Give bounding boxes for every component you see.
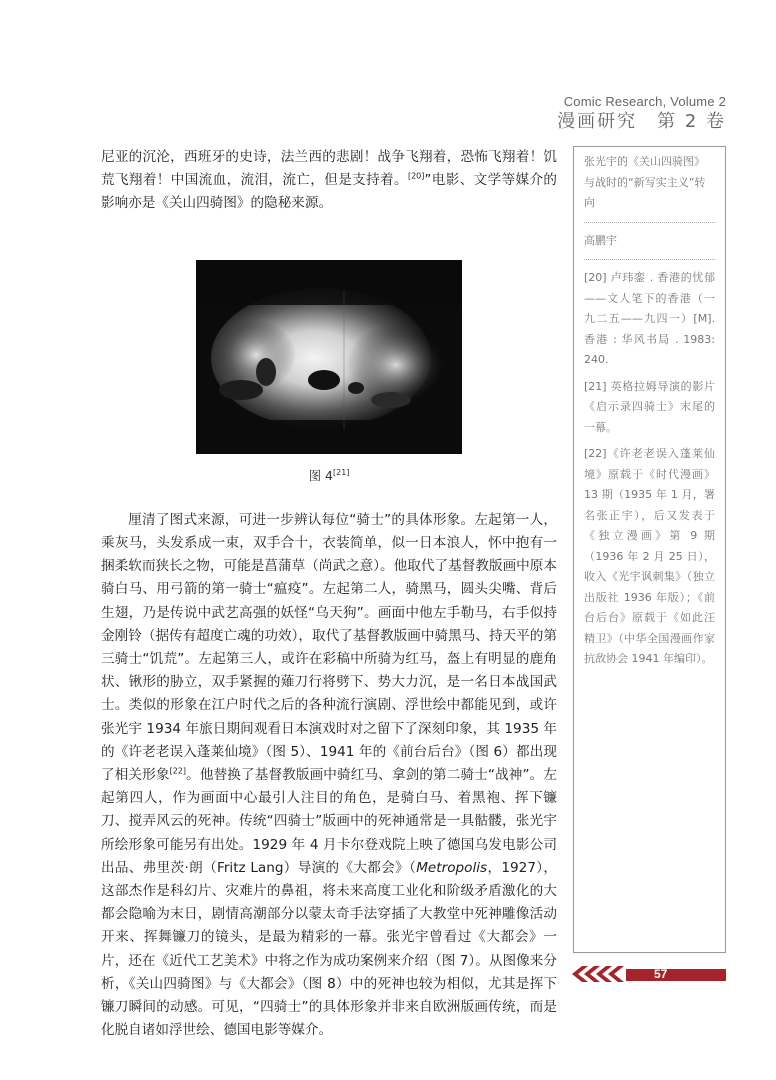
film-title-italic: Metropolis xyxy=(416,859,488,876)
main-text-column xyxy=(101,146,557,1042)
footnote-21: [21] 英格拉姆导演的影片《启示录四骑士》末尾的一幕。 xyxy=(584,379,715,434)
page-number: 57 xyxy=(654,967,668,981)
journal-title-chinese: 漫画研究 第 2 卷 xyxy=(557,111,726,132)
footnote-ref-22: [22] xyxy=(169,766,187,776)
journal-title-english: Comic Research, Volume 2 xyxy=(563,94,726,109)
paragraph-2-text-b: 。他替换了基督教版画中骑红马、拿剑的第二骑士“战神”。左起第四人，作为画面中心最引人注目的角色，是骑白马、着黑袍、挥下镰刀、搅弄风云的死神。传统“四骑士”版画中的死神通常是一具骷髅，张光宇所绘形象可能另有出处。1929 年 4 月卡尔登戏院上映了德国乌发电影公司出品、弗里茨·朗（Fritz Lang）导演的《大都会》（ xyxy=(101,767,557,876)
figure-caption-text: 图 4 xyxy=(308,467,333,483)
page-number-bar xyxy=(626,969,726,981)
chevron-left-icon xyxy=(568,966,628,982)
film-still-figure xyxy=(196,260,462,454)
article-title: 张光宇的《关山四骑图》与战时的“新写实主义”转向 xyxy=(584,155,706,209)
article-author: 高鹏宇 xyxy=(584,233,617,247)
footnote-ref-21: [21] xyxy=(333,467,350,477)
page-footer xyxy=(568,966,728,982)
paragraph-2-text-c: ，1927），这部杰作是科幻片、灾难片的鼻祖，将未来高度工业化和阶级矛盾激化的大都会隐喻为末日，剧情高潮部分以蒙太奇手法穿插了大教堂中死神雕像活动开来、挥舞镰刀的镜头，是最为精彩的一幕。张光宇曾看过《大都会》一片，还在《近代工艺美术》中将之作为成功案例来介绍（图 7）。从图像来分析，《关山四骑图》与《大都会》（图 8）中的死神也较为相似，尤其是挥下镰刀瞬间的动感。可见，“四骑士”的具体形象并非来自欧洲版画传统，而是化脱自诸如浮世绘、德国电影等媒介。 xyxy=(101,859,558,1039)
paragraph-1-tail: ”电影、文学等媒介的影响亦是《关山四骑图》的隐秘来源。 xyxy=(101,172,558,212)
divider xyxy=(584,222,715,223)
paragraph-1 xyxy=(101,146,557,216)
figure-caption xyxy=(101,464,557,487)
sidebar-notes-box xyxy=(573,146,726,953)
footnote-20: [20] 卢玮銮 . 香港的忧郁——文人笔下的香港（一九二五——九四一）[M]. 香港 : 华风书局 . 1983: 240. xyxy=(584,271,715,366)
paragraph-2 xyxy=(101,509,557,1043)
footnote-22: [22]《许老老误入蓬莱仙境》原载于《时代漫画》13 期（1935 年 1 月，署名张正宇），后又发表于《独立漫画》第 9 期（1936 年 2 月 25 日），收入《光宇讽刺集》（独立出版社 1936 年版）；《前台后台》原载于《如此汪精卫》（中华全国漫画作家抗敌协会 1941 年编印）。 xyxy=(584,447,715,665)
paragraph-1-text: 尼亚的沉沦，西班牙的史诗，法兰西的悲剧！战争飞翔着，恐怖飞翔着！饥荒飞翔着！中国流血，流泪，流亡，但是支持着。 xyxy=(101,149,557,189)
film-still-image xyxy=(196,260,462,454)
footnote-ref-20: [20] xyxy=(407,171,425,181)
paragraph-2-text-a: 厘清了图式来源，可进一步辨认每位“骑士”的具体形象。左起第一人，乘灰马，头发系成一束，双手合十，衣装简单，似一日本浪人，怀中抱有一捆柔软而狭长之物，可能是菖蒲草（尚武之意）。他取代了基督教版画中原本骑白马、用弓箭的第一骑士“瘟疫”。左起第二人，骑黑马，圆头尖嘴、背后生翅，乃是传说中武艺高强的妖怪“乌天狗”。画面中他左手勒马，右手似持金刚铃（据传有超度亡魂的功效），取代了基督教版画中骑黑马、持天平的第三骑士“饥荒”。左起第三人，或许在彩稿中所骑为红马，盔上有明显的鹿角状、锹形的胁立，双手紧握的薙刀行将劈下、势大力沉，是一名日本战国武士。类似的形象在江户时代之后的各种流行演剧、浮世绘中都能见到，或许张光宇 1934 年旅日期间观看日本演戏时对之留下了深刻印象，其 1935 年的《许老老误入蓬莱仙境》（图 5）、1941 年的《前台后台》（图 6）都出现了相关形象 xyxy=(101,511,557,784)
divider xyxy=(584,259,715,260)
